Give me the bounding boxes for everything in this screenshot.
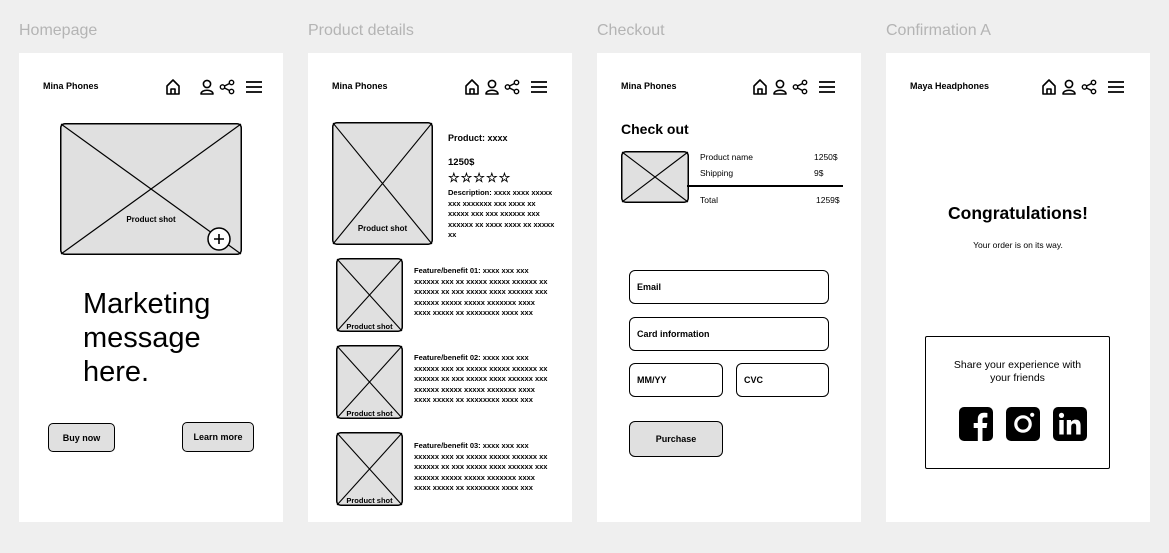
frame-label-checkout: Checkout xyxy=(597,22,665,39)
product-details-frame xyxy=(308,53,572,522)
user-icon[interactable] xyxy=(1061,78,1077,96)
congratulations-title: Congratulations! xyxy=(948,203,1088,223)
feature-text: Feature/benefit 03: xxxx xxx xxx xxxxxx xxx xx xxxxx xxxxx xxxxxx xx xxxxxx xx xxx xxxxx xxxx xxxxxx xxx xxxxxx xxxxx xxxxx xxxxxxx xxxx xxxx xxxxx xx xxxxxxxx xxxx xxx xyxy=(414,441,548,492)
checkout-title: Check out xyxy=(621,121,689,137)
total-value: 1259$ xyxy=(816,195,840,205)
user-icon[interactable] xyxy=(484,78,500,96)
brand-name: Mina Phones xyxy=(332,81,388,91)
brand-name: Mina Phones xyxy=(621,81,677,91)
frame-label-product-details: Product details xyxy=(308,22,414,39)
share-icon[interactable] xyxy=(219,78,235,96)
line-item-name: Shipping xyxy=(700,168,734,178)
share-icon[interactable] xyxy=(504,78,520,96)
linkedin-icon[interactable] xyxy=(1053,407,1087,441)
line-item-name: Product name xyxy=(700,152,753,162)
feature-image-placeholder xyxy=(336,345,403,419)
share-box xyxy=(925,336,1110,469)
hamburger-menu-icon[interactable] xyxy=(818,78,836,96)
home-icon[interactable] xyxy=(464,78,480,96)
cart-item-image-placeholder xyxy=(621,151,689,203)
product-price: 1250$ xyxy=(448,157,475,168)
nav-icons xyxy=(464,78,548,96)
brand-name: Mina Phones xyxy=(43,81,99,91)
buy-now-button[interactable]: Buy now xyxy=(48,423,115,452)
line-item-value: 9$ xyxy=(814,168,824,178)
share-text: Share your experience with your friends xyxy=(953,359,1082,384)
facebook-icon[interactable] xyxy=(959,407,993,441)
home-icon[interactable] xyxy=(752,78,768,96)
rating-stars[interactable]: ☆☆☆☆☆ xyxy=(448,170,512,185)
zoom-in-icon[interactable] xyxy=(206,226,232,252)
hamburger-menu-icon[interactable] xyxy=(245,78,263,96)
user-icon[interactable] xyxy=(199,78,215,96)
feature-image-placeholder xyxy=(336,258,403,332)
cvc-field[interactable]: CVC xyxy=(736,363,829,397)
share-icon[interactable] xyxy=(1081,78,1097,96)
order-status-text: Your order is on its way. xyxy=(973,240,1063,250)
feature-image-label: Product shot xyxy=(346,496,393,505)
product-shot-label: Product shot xyxy=(357,224,408,233)
feature-text: Feature/benefit 01: xxxx xxx xxx xxxxxx xxx xx xxxxx xxxxx xxxxxx xx xxxxxx xx xxx xxxxx xxxx xxxxxx xxx xxxxxx xxxxx xxxxx xxxxxxx xxxx xxxx xxxxx xx xxxxxxxx xxxx xxx xyxy=(414,266,548,317)
nav-icons xyxy=(752,78,836,96)
home-icon[interactable] xyxy=(165,78,181,96)
homepage-frame xyxy=(19,53,283,522)
brand-name: Maya Headphones xyxy=(910,81,990,91)
home-icon[interactable] xyxy=(1041,78,1057,96)
nav-icons xyxy=(1041,78,1125,96)
checkout-frame xyxy=(597,53,861,522)
hamburger-menu-icon[interactable] xyxy=(530,78,548,96)
feature-image-label: Product shot xyxy=(346,322,393,331)
learn-more-button[interactable]: Learn more xyxy=(182,422,254,452)
product-shot-placeholder xyxy=(332,122,433,245)
feature-image-label: Product shot xyxy=(346,409,393,418)
confirmation-frame xyxy=(886,53,1150,522)
feature-text: Feature/benefit 02: xxxx xxx xxx xxxxxx xxx xx xxxxx xxxxx xxxxxx xx xxxxxx xx xxx xxxxx xxxx xxxxxx xxx xxxxxx xxxxx xxxxx xxxxxxx xxxx xxxx xxxxx xx xxxxxxxx xxxx xxx xyxy=(414,353,548,404)
frame-label-confirmation: Confirmation A xyxy=(886,22,991,39)
total-label: Total xyxy=(700,195,718,205)
product-name: Product: xxxx xyxy=(448,133,508,143)
total-divider xyxy=(687,185,843,187)
feature-image-placeholder xyxy=(336,432,403,506)
share-icon[interactable] xyxy=(792,78,808,96)
expiry-field[interactable]: MM/YY xyxy=(629,363,723,397)
email-field[interactable]: Email xyxy=(629,270,829,304)
card-information-field[interactable]: Card information xyxy=(629,317,829,351)
hamburger-menu-icon[interactable] xyxy=(1107,78,1125,96)
nav-icons xyxy=(165,78,263,96)
user-icon[interactable] xyxy=(772,78,788,96)
product-shot-label: Product shot xyxy=(126,215,176,224)
frame-label-homepage: Homepage xyxy=(19,22,98,39)
instagram-icon[interactable] xyxy=(1006,407,1040,441)
purchase-button[interactable]: Purchase xyxy=(629,421,723,457)
marketing-message: Marketing message here. xyxy=(83,288,211,388)
product-description: Description: xxxx xxxx xxxxx xxx xxxxxxx xxx xxxx xx xxxxx xxx xxx xxxxxx xxx xxxxxx xx xxxx xxxx xx xxxxx xx xyxy=(448,188,555,239)
line-item-value: 1250$ xyxy=(814,152,838,162)
